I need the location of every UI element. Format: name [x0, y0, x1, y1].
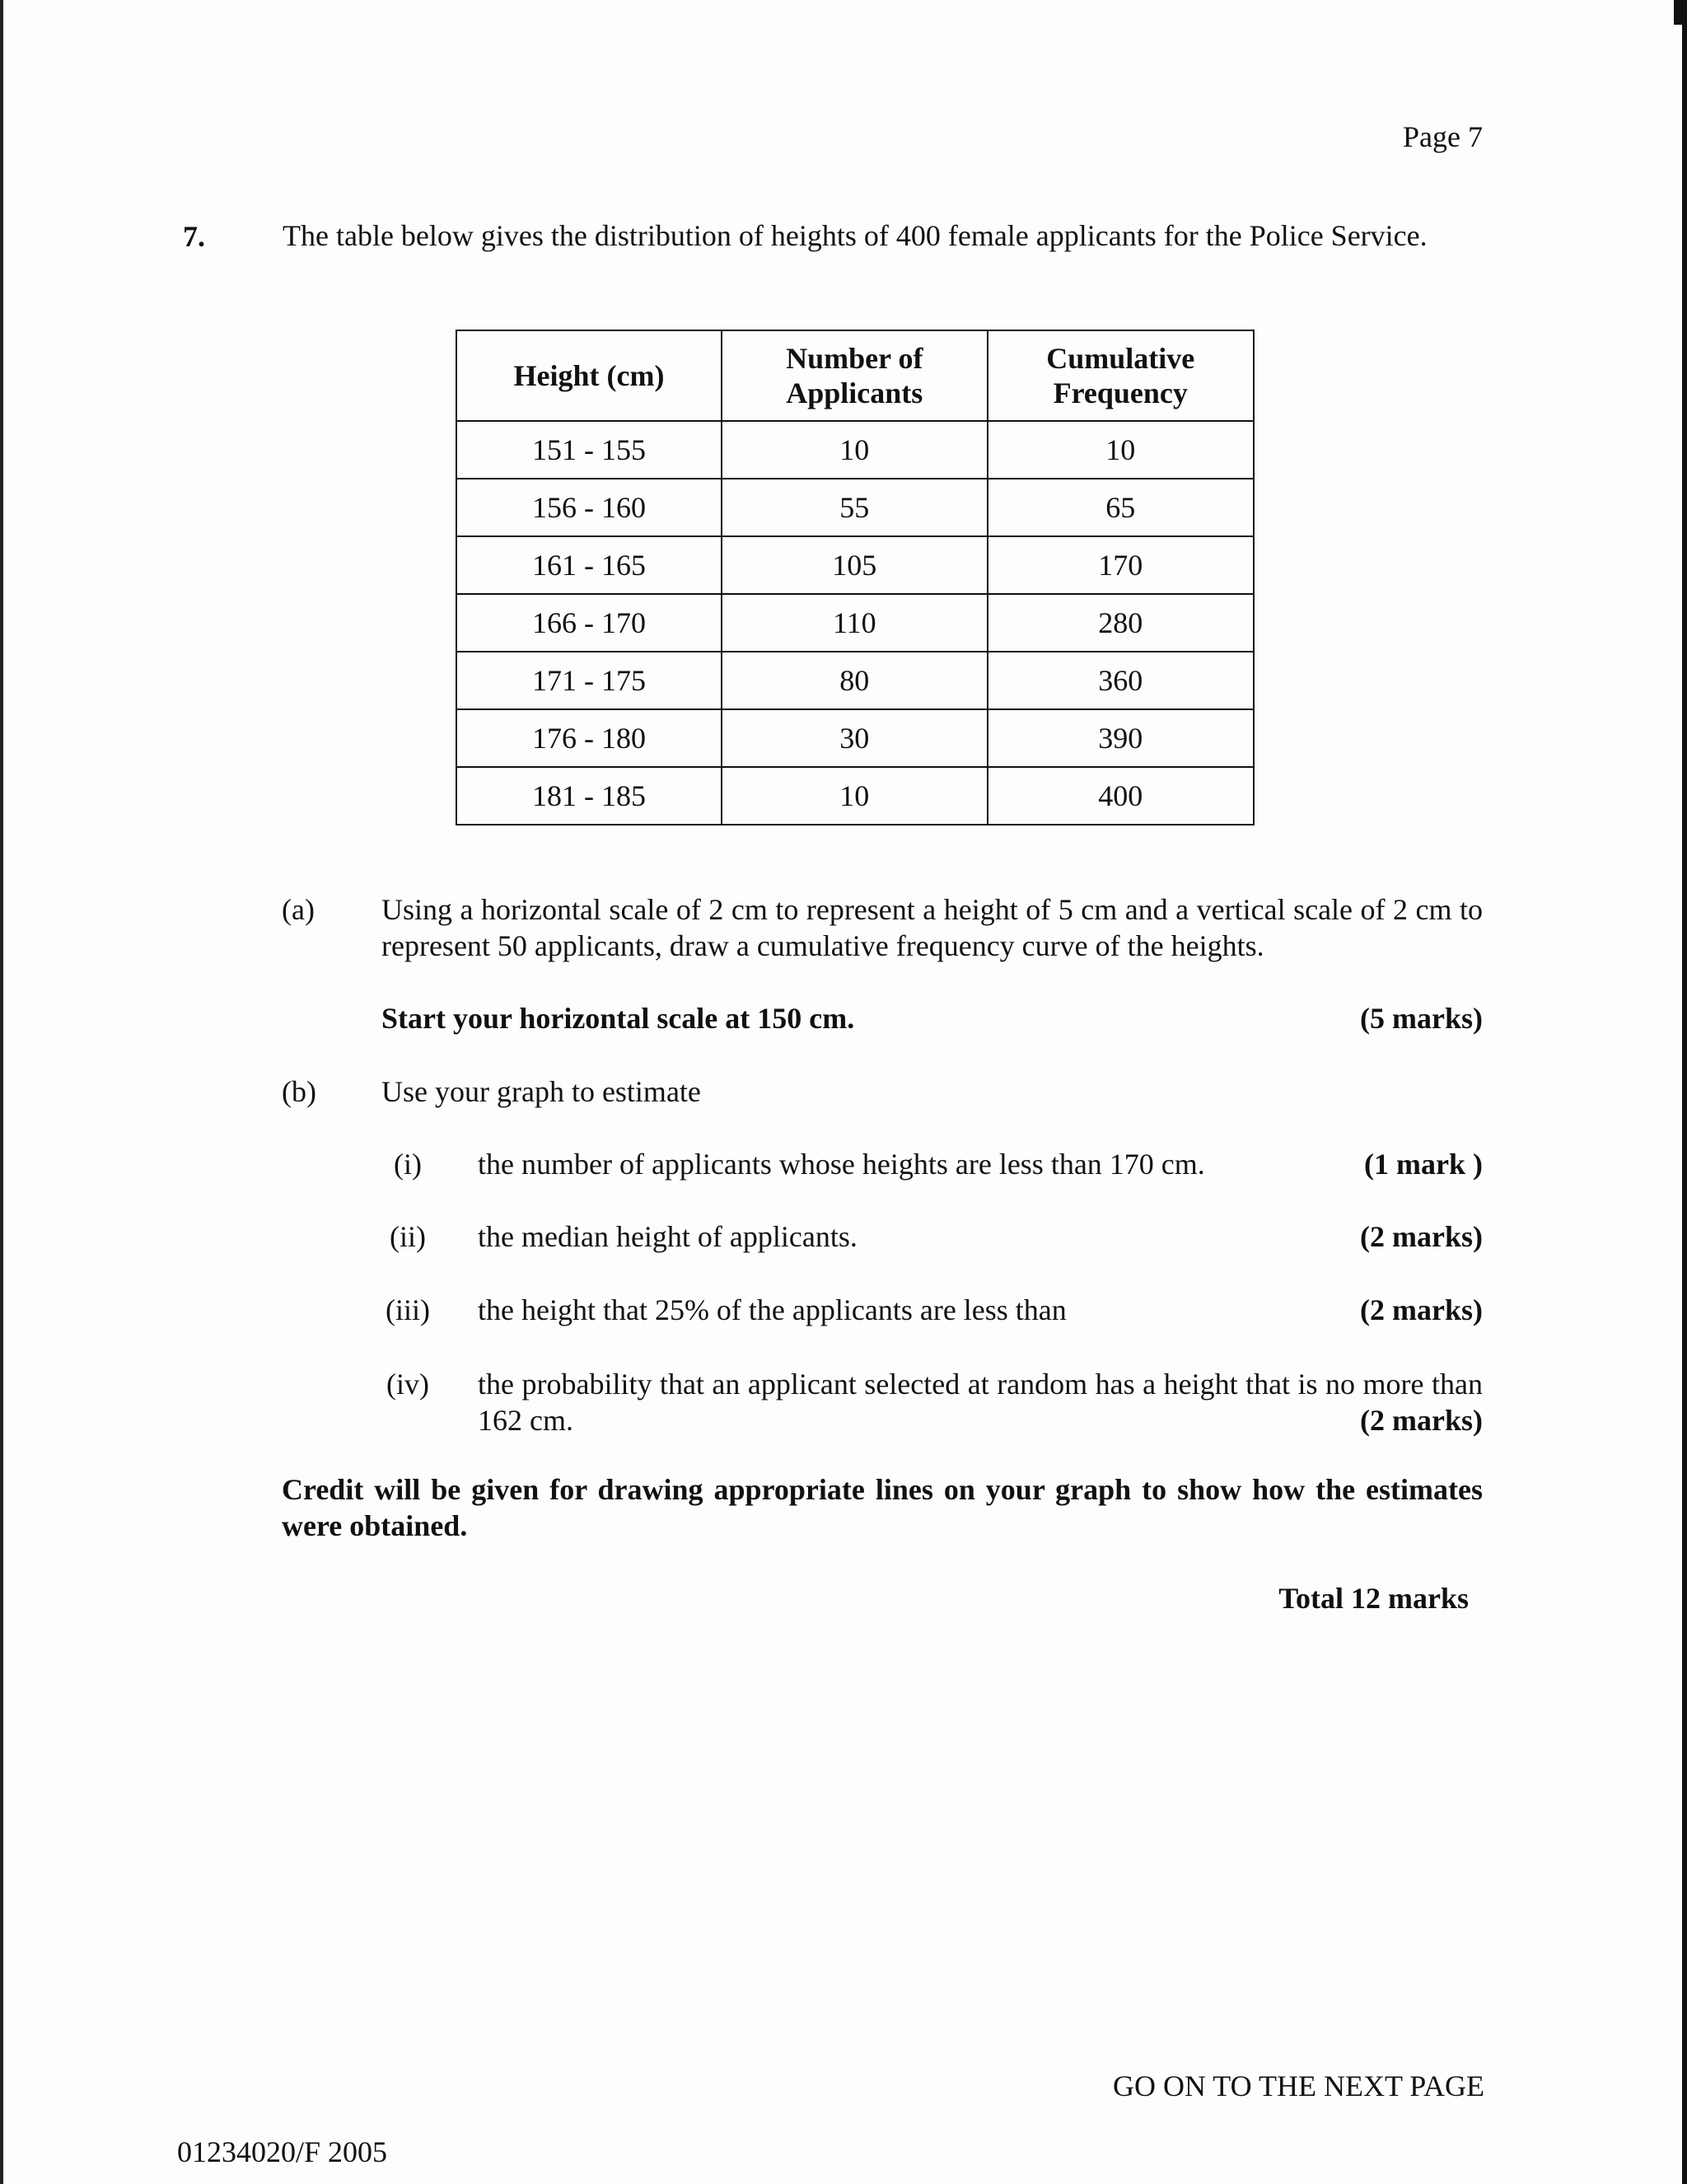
part-a-marks: (5 marks) [1360, 1002, 1483, 1035]
table-row [456, 652, 1254, 709]
cell-cumulative: 170 [988, 536, 1254, 594]
cell-cumulative: 400 [988, 767, 1254, 825]
cell-applicants: 55 [722, 479, 987, 536]
cell-applicants: 30 [722, 709, 987, 767]
cell-height: 166 - 170 [456, 594, 722, 652]
sub-item-marks: (2 marks) [1360, 1404, 1483, 1437]
sub-item-label: (i) [394, 1148, 422, 1181]
credit-note: Credit will be given for drawing appropriate lines on your graph to show how the estimates were obtained. [282, 1473, 1483, 1542]
cell-height: 151 - 155 [456, 421, 722, 479]
part-a-text: Using a horizontal scale of 2 cm to represent a height of 5 cm and a vertical scale of 2 cm to represent 50 applicants, draw a cumulative frequency curve of the heights. [381, 893, 1483, 962]
paper-code: 01234020/F 2005 [177, 2135, 388, 2168]
question-number: 7. [183, 220, 205, 253]
cell-cumulative: 65 [988, 479, 1254, 536]
part-a-instruction: Start your horizontal scale at 150 cm. [381, 1002, 855, 1035]
next-page-note: GO ON TO THE NEXT PAGE [1112, 2069, 1484, 2102]
sub-item-text: the height that 25% of the applicants are less than [478, 1293, 1067, 1326]
header-cumulative-text: Cumulative Frequency [1046, 342, 1195, 409]
table-row [456, 479, 1254, 536]
sub-item-marks: (1 mark ) [1364, 1148, 1483, 1181]
cell-height: 156 - 160 [456, 479, 722, 536]
sub-item-text: the number of applicants whose heights are less than 170 cm. [478, 1148, 1205, 1181]
cell-applicants: 10 [722, 421, 987, 479]
cell-applicants: 10 [722, 767, 987, 825]
cell-cumulative: 280 [988, 594, 1254, 652]
cell-cumulative: 360 [988, 652, 1254, 709]
cell-applicants: 110 [722, 594, 987, 652]
sub-item-marks: (2 marks) [1360, 1293, 1483, 1326]
cell-applicants: 105 [722, 536, 987, 594]
question-intro: The table below gives the distribution of heights of 400 female applicants for the Police Service. [283, 219, 1428, 252]
part-b-label: (b) [282, 1075, 316, 1108]
part-a-label: (a) [282, 893, 315, 926]
page-number: Page 7 [1403, 120, 1483, 153]
scan-edge-corner [1674, 0, 1687, 25]
table-row [456, 709, 1254, 767]
header-applicants [722, 330, 987, 421]
header-applicants-text: Number of Applicants [786, 342, 923, 409]
table-row [456, 421, 1254, 479]
sub-item-marks: (2 marks) [1360, 1220, 1483, 1253]
sub-item-text: the median height of applicants. [478, 1220, 858, 1253]
sub-item-label: (iv) [386, 1368, 429, 1401]
sub-item-label: (ii) [390, 1220, 426, 1253]
cell-height: 181 - 185 [456, 767, 722, 825]
cell-cumulative: 10 [988, 421, 1254, 479]
header-height: Height (cm) [456, 330, 722, 421]
sub-item-text: the probability that an applicant selected at random has a height that is no more than 162 cm. [478, 1368, 1483, 1437]
table-header-row [456, 330, 1254, 421]
cell-height: 161 - 165 [456, 536, 722, 594]
cell-height: 176 - 180 [456, 709, 722, 767]
height-distribution-table [456, 330, 1255, 825]
cell-applicants: 80 [722, 652, 987, 709]
scan-edge-left [0, 0, 3, 2184]
table-row [456, 767, 1254, 825]
part-b-text: Use your graph to estimate [381, 1075, 701, 1108]
sub-item-label: (iii) [386, 1293, 430, 1326]
scan-edge-right [1682, 0, 1687, 2184]
cell-height: 171 - 175 [456, 652, 722, 709]
cell-cumulative: 390 [988, 709, 1254, 767]
table-row [456, 536, 1254, 594]
table-row [456, 594, 1254, 652]
total-marks: Total 12 marks [1278, 1582, 1469, 1615]
header-cumulative [988, 330, 1254, 421]
